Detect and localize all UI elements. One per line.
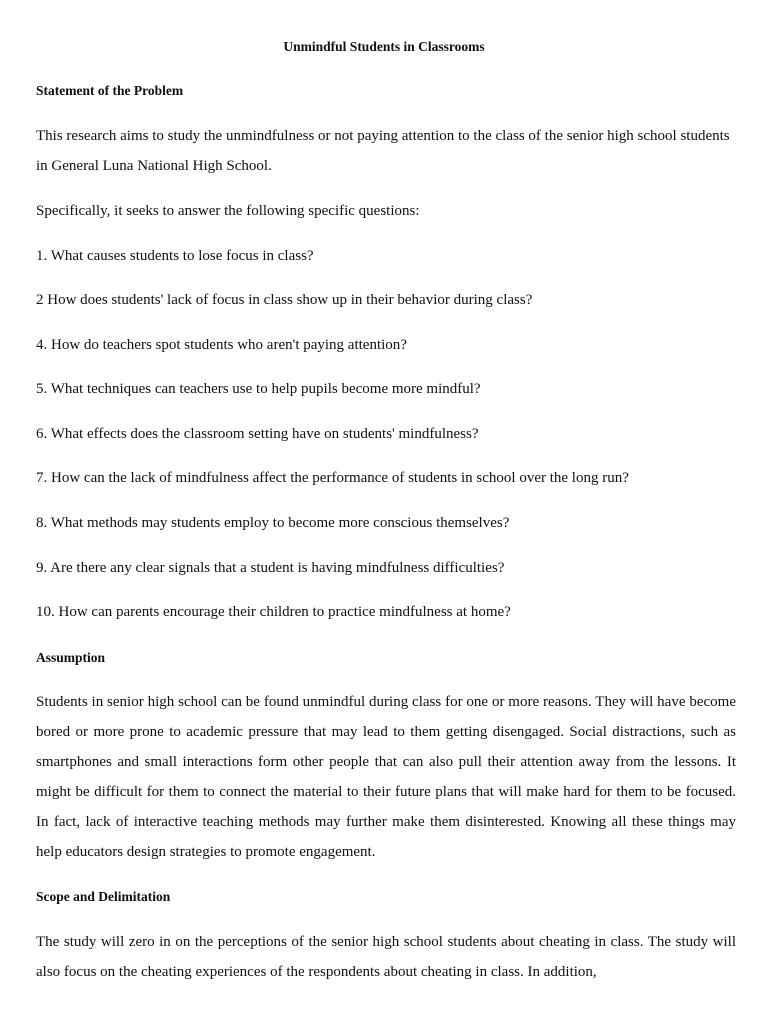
section-heading-scope: Scope and Delimitation	[36, 889, 171, 904]
section-heading-statement: Statement of the Problem	[36, 83, 184, 98]
question-item: 1. What causes students to lose focus in class?	[36, 248, 314, 264]
question-item: 8. What methods may students employ to become more conscious themselves?	[36, 515, 510, 531]
question-item: 9. Are there any clear signals that a student is having mindfulness difficulties?	[36, 560, 505, 576]
scope-paragraph: The study will zero in on the perceptions of the senior high school students about cheating in class. The study will also focus on the cheating experiences of the respondents about cheating in class. In addition,	[36, 934, 736, 980]
questions-lead: Specifically, it seeks to answer the following specific questions:	[36, 203, 420, 219]
question-item: 2 How does students' lack of focus in class show up in their behavior during class?	[36, 292, 533, 308]
assumption-paragraph: Students in senior high school can be found unmindful during class for one or more reasons. They will have become bored or more prone to academic pressure that may lead to them getting disengaged. Social distractions, such as smartphones and small interactions form other people that can also pull their attention away from the lessons. It might be difficult for them to connect the material to their future plans that will make hard for them to be focused. In fact, lack of interactive teaching methods may further make them disinterested. Knowing all these things may help educators design strategies to promote engagement.	[36, 694, 736, 860]
question-item: 10. How can parents encourage their children to practice mindfulness at home?	[36, 604, 511, 620]
section-heading-assumption: Assumption	[36, 650, 106, 665]
document-title: Unmindful Students in Classrooms	[283, 39, 485, 54]
question-item: 7. How can the lack of mindfulness affect the performance of students in school over the long run?	[36, 470, 629, 486]
question-item: 6. What effects does the classroom setting have on students' mindfulness?	[36, 426, 479, 442]
question-item: 4. How do teachers spot students who aren't paying attention?	[36, 337, 407, 353]
intro-paragraph: This research aims to study the unmindfulness or not paying attention to the class of the senior high school students in General Luna National High School.	[36, 128, 730, 174]
question-item: 5. What techniques can teachers use to help pupils become more mindful?	[36, 381, 481, 397]
